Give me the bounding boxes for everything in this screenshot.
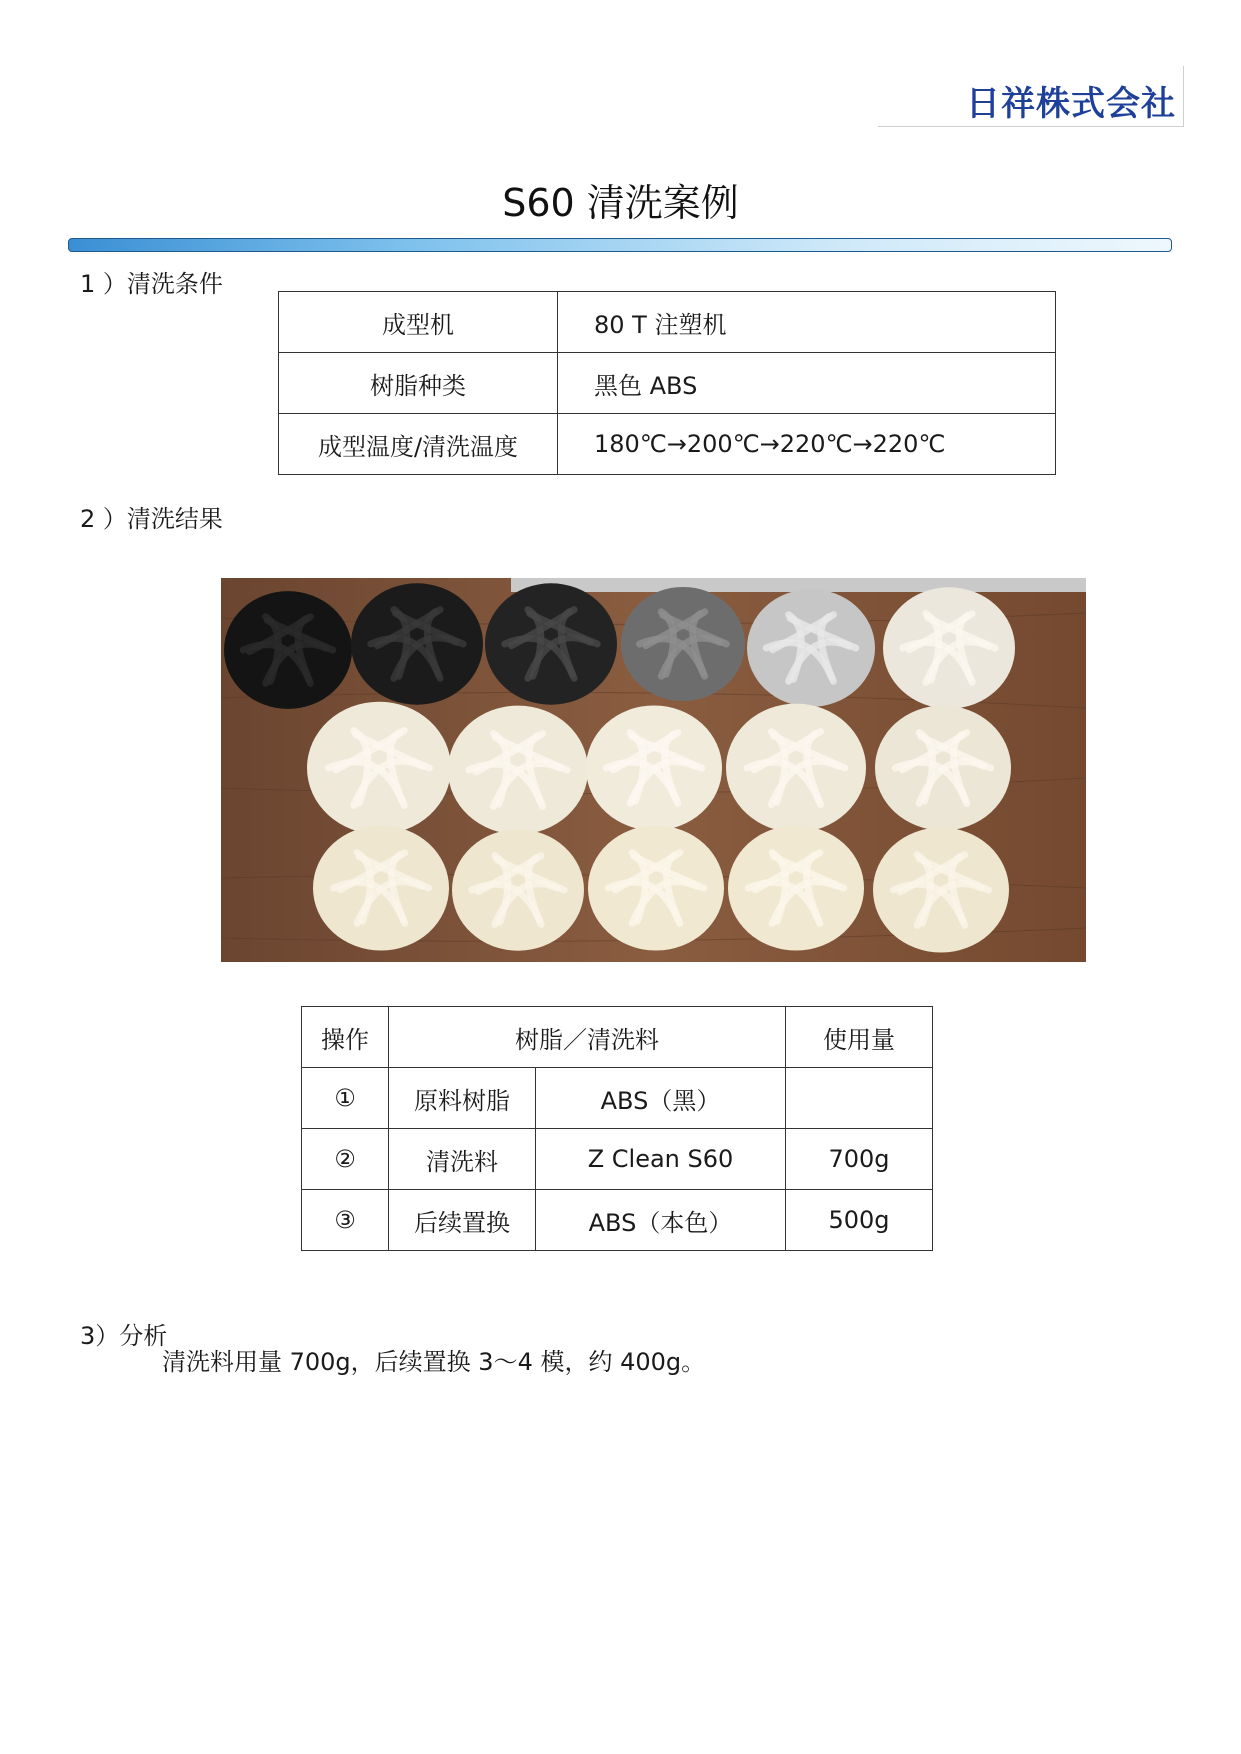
section1-heading: 1 ）清洗条件	[80, 270, 223, 298]
section2-heading: 2 ）清洗结果	[80, 505, 223, 533]
table-header-row	[302, 1007, 933, 1068]
amount: 500g	[786, 1190, 933, 1251]
analysis-text: 清洗料用量 700g，后续置换 3～4 模，约 400g。	[162, 1348, 706, 1376]
logo-text: 日祥株式会社	[966, 84, 1176, 124]
condition-value: 80 T 注塑机	[558, 292, 1056, 353]
table-row	[279, 292, 1056, 353]
conditions-table	[278, 291, 1056, 475]
table-row	[302, 1068, 933, 1129]
logo-swirl-icon	[886, 70, 962, 122]
page-title: S60 清洗案例	[502, 181, 739, 225]
purge-samples-illustration	[221, 578, 1086, 962]
company-logo	[878, 66, 1184, 127]
condition-value: 180℃→200℃→220℃→220℃	[558, 414, 1056, 475]
amount: 700g	[786, 1129, 933, 1190]
condition-key: 树脂种类	[279, 353, 558, 414]
header-material: 树脂／清洗料	[389, 1007, 786, 1068]
condition-key: 成型温度/清洗温度	[279, 414, 558, 475]
purge-procedure-table	[301, 1006, 933, 1251]
table-row	[302, 1129, 933, 1190]
material-type: 清洗料	[389, 1129, 536, 1190]
material-type: 原料树脂	[389, 1068, 536, 1129]
purge-result-photo	[221, 578, 1086, 962]
op-number: ①	[302, 1068, 389, 1129]
table-row	[279, 414, 1056, 475]
amount	[786, 1068, 933, 1129]
material-type: 后续置换	[389, 1190, 536, 1251]
material-name: ABS（本色）	[536, 1190, 786, 1251]
op-number: ③	[302, 1190, 389, 1251]
material-name: Z Clean S60	[536, 1129, 786, 1190]
title-divider-bar	[68, 238, 1172, 252]
header-amount: 使用量	[786, 1007, 933, 1068]
material-name: ABS（黑）	[536, 1068, 786, 1129]
condition-value: 黑色 ABS	[558, 353, 1056, 414]
table-row	[279, 353, 1056, 414]
section3-heading: 3）分析	[80, 1322, 168, 1350]
table-row	[302, 1190, 933, 1251]
condition-key: 成型机	[279, 292, 558, 353]
op-number: ②	[302, 1129, 389, 1190]
header-operation: 操作	[302, 1007, 389, 1068]
